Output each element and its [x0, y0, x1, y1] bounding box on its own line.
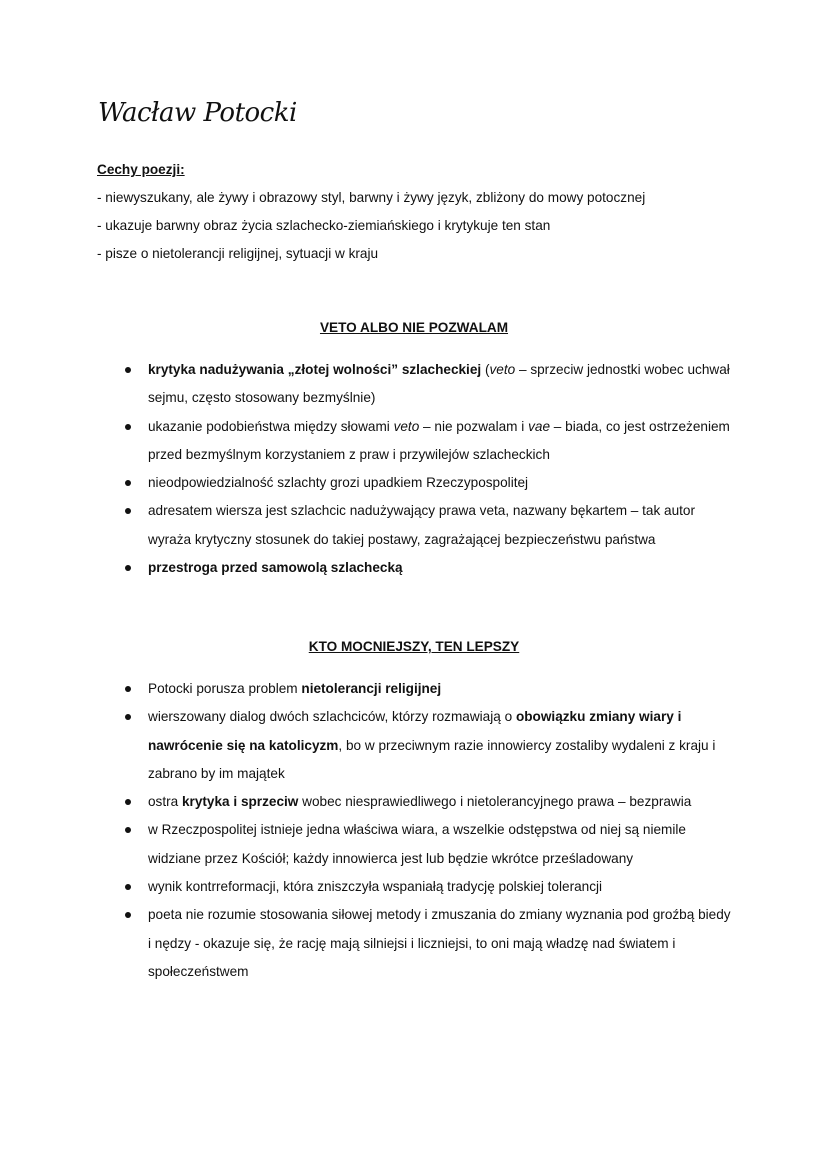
bullet-icon [125, 714, 131, 720]
poetry-features [97, 156, 645, 268]
text-segment: poeta nie rozumie stosowania siłowej metody i zmuszania do zmiany wyznania pod groźbą biedy i nędzy - okazuje się, że rację mają silniejsi i liczniejsi, to oni mają władzę nad światem i społeczeństwem [148, 907, 731, 979]
bullet-icon [125, 884, 131, 890]
text-segment: veto [393, 418, 420, 434]
text-segment: – nie pozwalam i [419, 418, 529, 434]
text-segment: przestroga przed samowolą szlachecką [148, 560, 403, 576]
text-segment: obowiązku zmiany wiary i nawrócenie się na katolicyzm [148, 709, 682, 753]
feature-line: - niewyszukany, ale żywy i obrazowy styl, barwny i żywy język, zbliżony do mowy potocznej [97, 190, 646, 205]
text-segment: – biada, co jest ostrzeżeniem przed bezmyślnym korzystaniem z praw i przywilejów szlacheckich [148, 418, 730, 462]
text-segment: ( [481, 362, 490, 377]
list-item [125, 901, 735, 986]
bullet-icon [125, 424, 131, 430]
text-segment: w Rzeczpospolitej istnieje jedna właściwa wiara, a wszelkie odstępstwa od niej są niemile widziane przez Kościół; każdy innowierca jest lub będzie wkrótce prześladowany [148, 822, 686, 866]
feature-line: - ukazuje barwny obraz życia szlachecko-ziemiańskiego i krytykuje ten stan [97, 218, 551, 233]
list-item [125, 675, 735, 703]
text-segment: Potocki porusza problem [148, 681, 302, 696]
text-segment: krytyka nadużywania „złotej wolności” szlacheckiej [148, 362, 482, 377]
section-heading: KTO MOCNIEJSZY, TEN LEPSZY [308, 639, 520, 654]
text-segment: wynik kontrreformacji, która zniszczyła wspaniałą tradycję polskiej tolerancji [148, 879, 603, 895]
section-heading: VETO ALBO NIE POZWALAM [319, 320, 509, 335]
text-segment: nieodpowiedzialność szlachty grozi upadkiem Rzeczypospolitej [148, 475, 529, 491]
feature-line: - pisze o nietolerancji religijnej, sytuacji w kraju [97, 246, 379, 261]
list-item [125, 816, 735, 873]
text-segment: wierszowany dialog dwóch szlachciców, którzy rozmawiają o [148, 709, 516, 725]
bullet-icon [125, 912, 131, 918]
bullet-icon [125, 799, 131, 805]
text-segment: – sprzeciw jednostki wobec uchwał sejmu, często stosowany bezmyślnie) [148, 362, 730, 406]
text-segment: krytyka i sprzeciw [182, 794, 299, 810]
bullet-icon [125, 686, 131, 692]
list-item [125, 703, 735, 788]
list-item [125, 788, 735, 816]
text-segment: veto [489, 362, 516, 377]
bullet-icon [125, 827, 131, 833]
page-title: Wacław Potocki [98, 98, 297, 128]
text-segment: ukazanie podobieństwa między słowami [148, 418, 394, 434]
text-segment: ostra [148, 794, 182, 810]
features-heading: Cechy poezji: [97, 162, 185, 177]
text-segment: , bo w przeciwnym razie innowiercy zostaliby wydaleni z kraju i zabrano by im majątek [148, 737, 716, 781]
text-segment: vae [528, 418, 551, 434]
list-item [125, 469, 735, 497]
text-segment: adresatem wiersza jest szlachcic nadużywający prawa veta, nazwany bękartem – tak autor wyraża krytyczny stosunek do takiej postawy, zagrażającej bezpieczeństwu państwa [148, 503, 696, 547]
text-segment: wobec niesprawiedliwego i nietolerancyjnego prawa – bezprawia [298, 794, 692, 810]
bullet-list [125, 675, 735, 986]
text-segment: nietolerancji religijnej [301, 681, 442, 696]
bullet-icon [125, 565, 131, 571]
list-item [125, 413, 735, 470]
list-item [125, 554, 735, 582]
bullet-list [125, 356, 735, 582]
bullet-icon [125, 367, 131, 373]
list-item [125, 356, 735, 413]
bullet-icon [125, 508, 131, 514]
list-item [125, 873, 735, 901]
list-item [125, 497, 735, 554]
bullet-icon [125, 480, 131, 486]
